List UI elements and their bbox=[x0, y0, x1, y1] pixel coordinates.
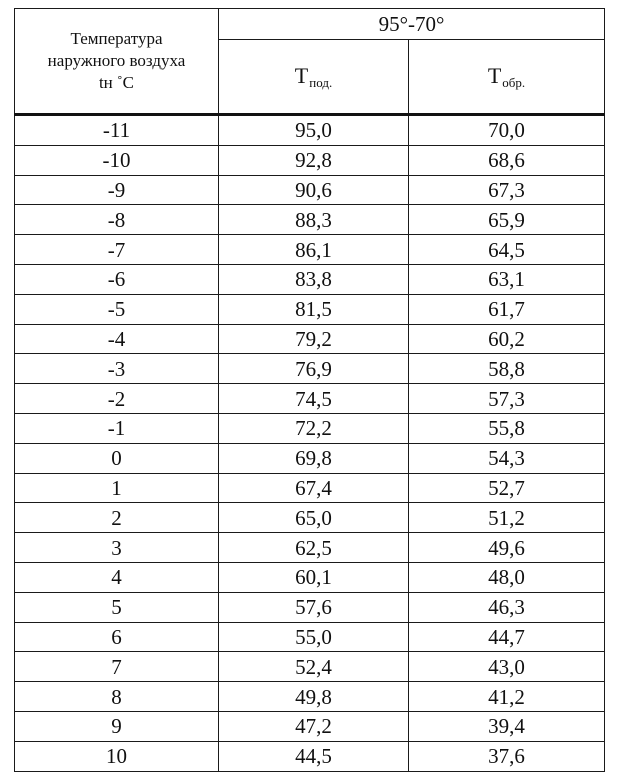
outdoor-temp-cell: 10 bbox=[15, 741, 219, 771]
table-row bbox=[15, 413, 605, 443]
table-row bbox=[15, 682, 605, 712]
supply-temp-cell: 92,8 bbox=[219, 145, 409, 175]
table-row bbox=[15, 235, 605, 265]
outdoor-temp-cell: 6 bbox=[15, 622, 219, 652]
outdoor-temp-cell: 4 bbox=[15, 562, 219, 592]
return-temp-cell: 49,6 bbox=[409, 533, 605, 563]
return-temp-cell: 65,9 bbox=[409, 205, 605, 235]
table-row bbox=[15, 324, 605, 354]
supply-header-main: T bbox=[294, 62, 309, 88]
supply-temp-cell: 44,5 bbox=[219, 741, 409, 771]
table-row bbox=[15, 622, 605, 652]
temperature-schedule-table bbox=[14, 8, 605, 772]
supply-temp-cell: 65,0 bbox=[219, 503, 409, 533]
table-row bbox=[15, 145, 605, 175]
outdoor-temp-cell: 3 bbox=[15, 533, 219, 563]
outdoor-temp-cell: 5 bbox=[15, 592, 219, 622]
supply-temp-cell: 49,8 bbox=[219, 682, 409, 712]
supply-temp-cell: 57,6 bbox=[219, 592, 409, 622]
return-temp-cell: 67,3 bbox=[409, 175, 605, 205]
return-temp-cell: 51,2 bbox=[409, 503, 605, 533]
supply-temp-cell: 52,4 bbox=[219, 652, 409, 682]
outdoor-header-line2: наружного воздуха bbox=[47, 51, 186, 70]
supply-temp-cell: 47,2 bbox=[219, 711, 409, 741]
temperature-schedule-sheet bbox=[14, 8, 604, 769]
supply-temp-cell: 81,5 bbox=[219, 294, 409, 324]
schedule-group-header: 95°-70° bbox=[219, 9, 605, 40]
outdoor-temp-cell: -6 bbox=[15, 264, 219, 294]
return-temp-cell: 46,3 bbox=[409, 592, 605, 622]
return-temp-cell: 68,6 bbox=[409, 145, 605, 175]
supply-temp-cell: 83,8 bbox=[219, 264, 409, 294]
table-row bbox=[15, 711, 605, 741]
table-row bbox=[15, 533, 605, 563]
return-temp-cell: 44,7 bbox=[409, 622, 605, 652]
return-temp-cell: 63,1 bbox=[409, 264, 605, 294]
supply-temp-cell: 90,6 bbox=[219, 175, 409, 205]
return-temp-cell: 57,3 bbox=[409, 384, 605, 414]
outdoor-temp-cell: -10 bbox=[15, 145, 219, 175]
outdoor-temp-cell: 7 bbox=[15, 652, 219, 682]
outdoor-temp-cell: -3 bbox=[15, 354, 219, 384]
outdoor-temp-cell: -2 bbox=[15, 384, 219, 414]
table-row bbox=[15, 443, 605, 473]
return-temperature-header bbox=[409, 40, 605, 115]
return-temp-cell: 54,3 bbox=[409, 443, 605, 473]
supply-temp-cell: 88,3 bbox=[219, 205, 409, 235]
supply-header-sub: под. bbox=[309, 74, 333, 90]
return-temp-cell: 55,8 bbox=[409, 413, 605, 443]
return-temp-cell: 61,7 bbox=[409, 294, 605, 324]
outdoor-temp-cell: -7 bbox=[15, 235, 219, 265]
outdoor-temp-cell: 9 bbox=[15, 711, 219, 741]
table-row bbox=[15, 473, 605, 503]
supply-temp-cell: 67,4 bbox=[219, 473, 409, 503]
outdoor-temp-cell: -4 bbox=[15, 324, 219, 354]
table-row bbox=[15, 652, 605, 682]
outdoor-header-line3: tн ˚С bbox=[98, 73, 135, 92]
table-row bbox=[15, 562, 605, 592]
return-temp-cell: 70,0 bbox=[409, 115, 605, 146]
return-temp-cell: 64,5 bbox=[409, 235, 605, 265]
outdoor-temp-cell: 0 bbox=[15, 443, 219, 473]
supply-temp-cell: 60,1 bbox=[219, 562, 409, 592]
return-temp-cell: 58,8 bbox=[409, 354, 605, 384]
table-row bbox=[15, 384, 605, 414]
supply-temp-cell: 76,9 bbox=[219, 354, 409, 384]
table-row bbox=[15, 741, 605, 771]
supply-temp-cell: 69,8 bbox=[219, 443, 409, 473]
table-row bbox=[15, 503, 605, 533]
return-temp-cell: 37,6 bbox=[409, 741, 605, 771]
supply-temperature-header bbox=[219, 40, 409, 115]
return-temp-cell: 60,2 bbox=[409, 324, 605, 354]
table-row bbox=[15, 115, 605, 146]
return-header-main: T bbox=[487, 62, 502, 88]
table-body bbox=[15, 115, 605, 772]
return-temp-cell: 48,0 bbox=[409, 562, 605, 592]
supply-temp-cell: 62,5 bbox=[219, 533, 409, 563]
outdoor-temp-cell: -5 bbox=[15, 294, 219, 324]
return-header-sub: обр. bbox=[502, 74, 526, 90]
table-row bbox=[15, 354, 605, 384]
supply-temp-cell: 74,5 bbox=[219, 384, 409, 414]
table-row bbox=[15, 592, 605, 622]
outdoor-temp-cell: -8 bbox=[15, 205, 219, 235]
supply-temp-cell: 95,0 bbox=[219, 115, 409, 146]
return-temp-cell: 39,4 bbox=[409, 711, 605, 741]
outdoor-temp-cell: -1 bbox=[15, 413, 219, 443]
supply-temp-cell: 86,1 bbox=[219, 235, 409, 265]
table-row bbox=[15, 175, 605, 205]
supply-temp-cell: 79,2 bbox=[219, 324, 409, 354]
table-row bbox=[15, 294, 605, 324]
outdoor-temp-cell: 8 bbox=[15, 682, 219, 712]
outdoor-temp-cell: -9 bbox=[15, 175, 219, 205]
outdoor-temp-cell: 1 bbox=[15, 473, 219, 503]
supply-temp-cell: 72,2 bbox=[219, 413, 409, 443]
supply-temp-cell: 55,0 bbox=[219, 622, 409, 652]
return-temp-cell: 41,2 bbox=[409, 682, 605, 712]
return-temp-cell: 52,7 bbox=[409, 473, 605, 503]
outdoor-temp-cell: -11 bbox=[15, 115, 219, 146]
return-temp-cell: 43,0 bbox=[409, 652, 605, 682]
table-row bbox=[15, 205, 605, 235]
outdoor-temp-cell: 2 bbox=[15, 503, 219, 533]
table-row bbox=[15, 264, 605, 294]
outdoor-temperature-header bbox=[15, 9, 219, 115]
outdoor-header-line1: Температура bbox=[70, 29, 163, 48]
